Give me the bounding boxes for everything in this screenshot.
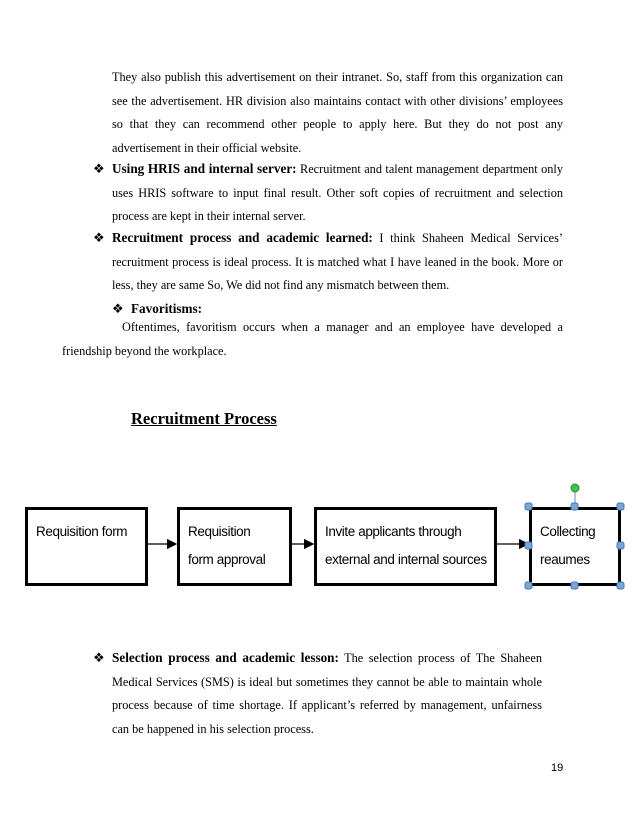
bullet-lead: Favoritisms: bbox=[131, 301, 203, 316]
section-heading: Recruitment Process bbox=[131, 409, 277, 428]
bullet-lead: Selection process and academic lesson: bbox=[112, 650, 339, 665]
resize-handle bbox=[617, 542, 624, 549]
intro-paragraph: They also publish this advertisement on their intranet. So, staff from this organization can see the advertisement. HR division also maintains contact with other divisions’ employees so that they can recommend other people to apply here. But they do not post any advertisement in their official website. bbox=[112, 70, 563, 155]
bullet-selection-process bbox=[93, 646, 542, 741]
favoritism-paragraph: Oftentimes, favoritism occurs when a manager and an employee have developed a friendship beyond the workplace. bbox=[62, 320, 563, 358]
flow-box-line2: reaumes bbox=[540, 552, 590, 567]
rotate-handle bbox=[571, 484, 579, 492]
flow-box-line1: Requisition form bbox=[36, 524, 128, 539]
bullet-icon: ❖ bbox=[93, 650, 105, 665]
bullet-icon: ❖ bbox=[112, 301, 124, 316]
flow-box-line1: Requisition bbox=[188, 524, 251, 539]
flow-box-line2: form approval bbox=[188, 552, 266, 567]
resize-handle bbox=[525, 582, 532, 589]
resize-handle bbox=[525, 542, 532, 549]
resize-handle bbox=[617, 503, 624, 510]
resize-handle bbox=[525, 503, 532, 510]
bullet-text: The selection process of The Shaheen Medical Services (SMS) is ideal but sometimes they cannot be able to maintain whole process because of time shortage. If applicant’s referred by management, unfairness can be happened in his selection process. bbox=[112, 651, 542, 736]
resize-handle bbox=[571, 503, 578, 510]
resize-handle bbox=[617, 582, 624, 589]
flow-box-line1: Invite applicants through bbox=[325, 524, 462, 539]
page-number: 19 bbox=[551, 762, 564, 774]
flow-box-line1: Collecting bbox=[540, 524, 596, 539]
bullet-text: Recruitment and talent management department only uses HRIS software to input final result. Other soft copies of recruitment and selection process are kept in their internal server. bbox=[112, 162, 563, 223]
flow-box-line2: external and internal sources bbox=[325, 552, 487, 567]
bullet-icon: ❖ bbox=[93, 230, 105, 245]
bullet-lead: Recruitment process and academic learned: bbox=[112, 230, 373, 245]
bullet-icon: ❖ bbox=[93, 161, 105, 176]
bullet-text: I think Shaheen Medical Services’ recruitment process is ideal process. It is matched what I have leaned in the book. More or less, they are same So, We did not find any mismatch between them. bbox=[112, 231, 564, 292]
resize-handle bbox=[571, 582, 578, 589]
bullet-lead: Using HRIS and internal server: bbox=[112, 161, 297, 176]
